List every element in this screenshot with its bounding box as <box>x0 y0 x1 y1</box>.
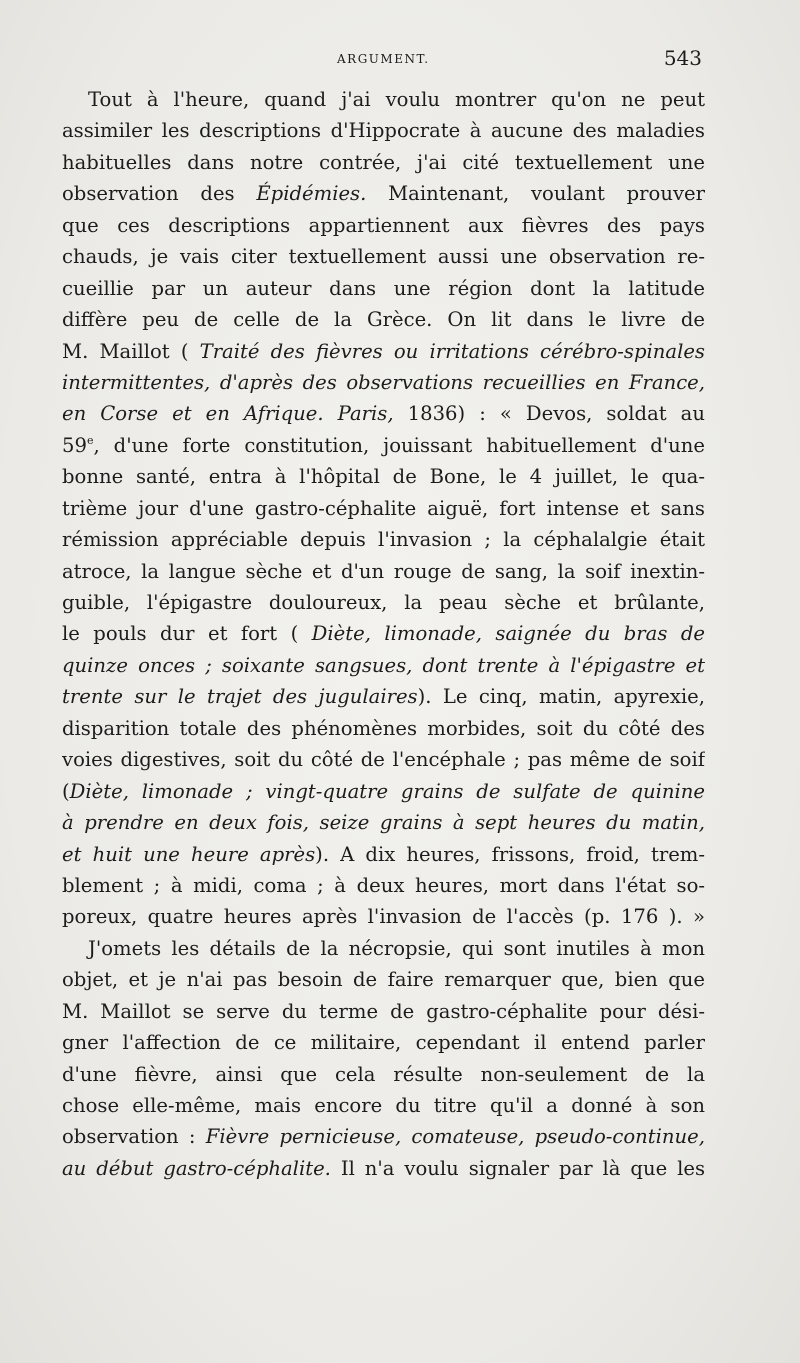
text-line: atroce, la langue sèche et d'un rouge de sang, la soif inextin- <box>62 559 705 583</box>
text-line: chose elle-même, mais encore du titre qu'il a donné à son <box>62 1094 705 1117</box>
text-line: poreux, quatre heures après l'invasion de l'accès (p. 176 ). » <box>62 905 705 929</box>
text-line: au début gastro-céphalite. Il n'a voulu signaler par là que les <box>62 1156 705 1180</box>
text-line: chauds, je vais citer textuellement aussi une observation re- <box>62 245 705 269</box>
text-line: observation des Épidémies. Maintenant, voulant prouver <box>62 182 705 206</box>
text-line: M. Maillot se serve du terme de gastro-céphalite pour dési- <box>62 999 705 1023</box>
text-line: quinze onces ; soixante sangsues, dont trente à l'épigastre et <box>62 653 705 677</box>
text-line: 59e, d'une forte constitution, jouissant habituellement d'une <box>62 433 705 457</box>
text-line: gner l'affection de ce militaire, cependant il entend parler <box>62 1031 705 1055</box>
page-header <box>62 46 702 76</box>
body-text <box>62 84 705 1184</box>
page-number: 543 <box>663 46 702 70</box>
text-line: observation : Fièvre pernicieuse, comateuse, pseudo-continue, <box>62 1125 705 1149</box>
text-line: (Diète, limonade ; vingt-quatre grains de sulfate de quinine <box>62 779 705 803</box>
text-line: disparition totale des phénomènes morbides, soit du côté des <box>62 716 705 740</box>
text-line: habituelles dans notre contrée, j'ai cité textuellement une <box>62 150 705 174</box>
text-line: et huit une heure après). A dix heures, frissons, froid, trem- <box>62 842 705 866</box>
text-line: J'omets les détails de la nécropsie, qui sont inutiles à mon <box>88 936 705 960</box>
text-line: à prendre en deux fois, seize grains à sept heures du matin, <box>62 811 705 835</box>
text-line: blement ; à midi, coma ; à deux heures, mort dans l'état so- <box>62 873 705 897</box>
text-line: en Corse et en Afrique. Paris, 1836) : « Devos, soldat au <box>62 402 705 426</box>
text-line: cueillie par un auteur dans une région dont la latitude <box>62 276 705 300</box>
text-line: Tout à l'heure, quand j'ai voulu montrer qu'on ne peut <box>88 88 705 111</box>
text-line: objet, et je n'ai pas besoin de faire remarquer que, bien que <box>62 968 705 992</box>
text-line: intermittentes, d'après des observations recueillies en France, <box>62 370 705 394</box>
text-line: que ces descriptions appartiennent aux fièvres des pays <box>62 213 705 237</box>
text-line: assimiler les descriptions d'Hippocrate à aucune des maladies <box>62 119 705 143</box>
text-line: d'une fièvre, ainsi que cela résulte non-seulement de la <box>62 1062 705 1086</box>
text-line: guible, l'épigastre douloureux, la peau sèche et brûlante, <box>62 591 705 614</box>
text-line: rémission appréciable depuis l'invasion ; la céphalalgie était <box>62 528 705 552</box>
text-line: voies digestives, soit du côté de l'encéphale ; pas même de soif <box>62 748 705 772</box>
text-line: le pouls dur et fort ( Diète, limonade, saignée du bras de <box>62 622 705 646</box>
text-line: trième jour d'une gastro-céphalite aiguë, fort intense et sans <box>62 496 705 520</box>
text-line: trente sur le trajet des jugulaires). Le cinq, matin, apyrexie, <box>62 685 705 709</box>
text-line: bonne santé, entra à l'hôpital de Bone, le 4 juillet, le qua- <box>62 465 705 489</box>
text-line: diffère peu de celle de la Grèce. On lit dans le livre de <box>62 308 705 332</box>
text-line: M. Maillot ( Traité des fièvres ou irritations cérébro-spinales <box>62 339 705 363</box>
running-head: ARGUMENT. <box>337 52 430 66</box>
